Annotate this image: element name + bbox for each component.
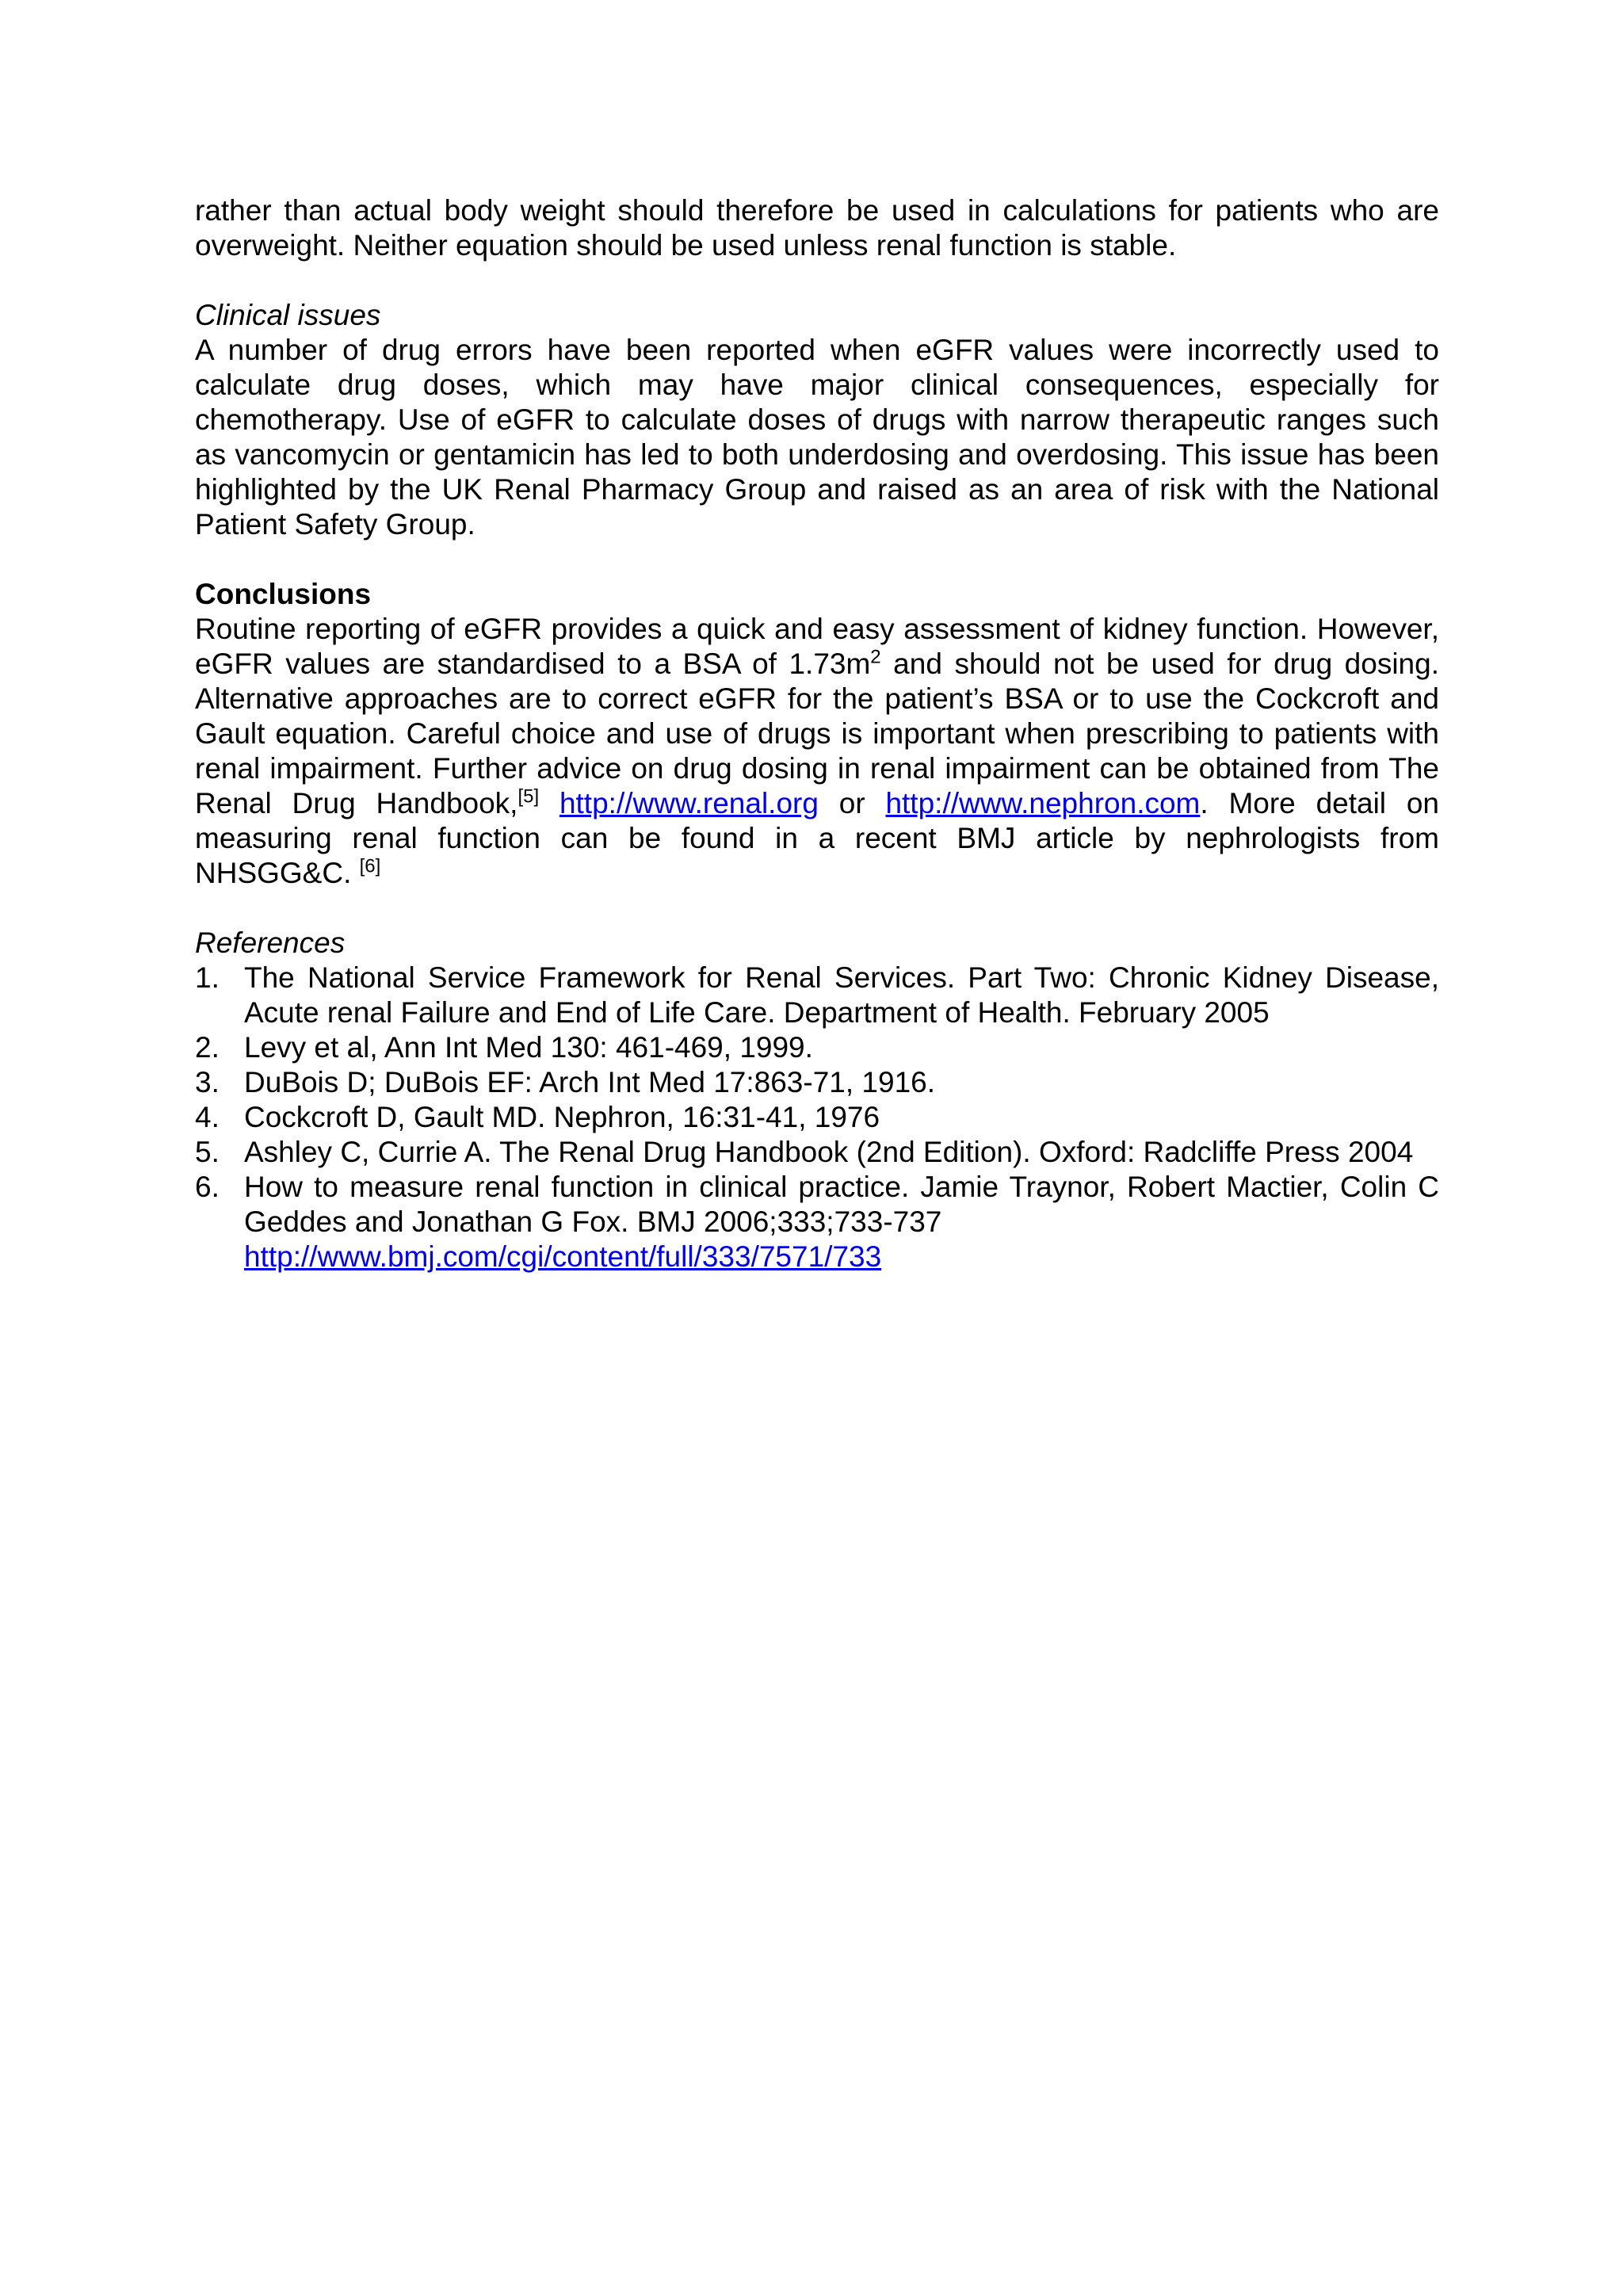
bmj-article-link[interactable]: http://www.bmj.com/cgi/content/full/333/7571/733 [244, 1240, 882, 1273]
reference-number: 6. [195, 1171, 220, 1203]
clinical-issues-section [195, 298, 1439, 542]
references-list [195, 961, 1439, 1274]
reference-number: 1. [195, 961, 220, 994]
conclusions-text-3: or [818, 787, 886, 819]
clinical-issues-paragraph: A number of drug errors have been reported when eGFR values were incorrectly used to calculate drug doses, which may have major clinical consequences, especially for chemotherapy. Use of eGFR to calculate doses of drugs with narrow therapeutic ranges such as vancomycin or gentamicin has led to both underdosing and overdosing. This issue has been highlighted by the UK Renal Pharmacy Group and raised as an area of risk with the National Patient Safety Group. [195, 334, 1439, 541]
reference-item [195, 961, 1439, 1030]
clinical-issues-heading: Clinical issues [195, 299, 381, 331]
references-section [195, 926, 1439, 1274]
reference-text: The National Service Framework for Renal Services. Part Two: Chronic Kidney Disease, Acute renal Failure and End of Life Care. Department of Health. February 2005 [244, 961, 1439, 1029]
reference-item [195, 1065, 1439, 1100]
intro-paragraph: rather than actual body weight should therefore be used in calculations for patients who are overweight. Neither equation should be used unless renal function is stable. [195, 194, 1439, 262]
reference-item [195, 1170, 1439, 1274]
reference-text: DuBois D; DuBois EF: Arch Int Med 17:863-71, 1916. [244, 1066, 936, 1098]
conclusions-section [195, 577, 1439, 891]
reference-item [195, 1100, 1439, 1135]
citation-5: [5] [517, 785, 540, 808]
reference-item [195, 1135, 1439, 1170]
citation-6: [6] [359, 855, 381, 877]
reference-number: 3. [195, 1066, 220, 1098]
nephron-com-link[interactable]: http://www.nephron.com [885, 787, 1201, 819]
reference-text: Ashley C, Currie A. The Renal Drug Handbook (2nd Edition). Oxford: Radcliffe Press 2004 [244, 1136, 1414, 1168]
conclusions-paragraph [195, 612, 1439, 891]
conclusions-text-4: . More detail on measuring renal function can be found in a recent BMJ article by nephrologists from NHSGG&C. [195, 787, 1439, 889]
conclusions-text-1: Routine reporting of eGFR provides a quick and easy assessment of kidney function. However, eGFR values are standardised to a BSA of 1.73m [195, 613, 1439, 680]
reference-text: Cockcroft D, Gault MD. Nephron, 16:31-41, 1976 [244, 1101, 880, 1133]
reference-number: 2. [195, 1031, 220, 1064]
renal-org-link[interactable]: http://www.renal.org [559, 787, 819, 819]
reference-text: How to measure renal function in clinical practice. Jamie Traynor, Robert Mactier, Colin C Geddes and Jonathan G Fox. BMJ 2006;333;733-737 [244, 1171, 1439, 1238]
reference-number: 4. [195, 1101, 220, 1133]
reference-body [244, 1170, 1439, 1274]
superscript-squared: 2 [870, 646, 881, 668]
reference-number: 5. [195, 1136, 220, 1168]
reference-text: Levy et al, Ann Int Med 130: 461-469, 1999. [244, 1031, 813, 1064]
references-heading: References [195, 926, 346, 959]
conclusions-heading: Conclusions [195, 578, 372, 610]
reference-item [195, 1030, 1439, 1065]
document-page [195, 193, 1439, 1274]
conclusions-text-2: and should not be used for drug dosing. Alternative approaches are to correct eGFR for the patient’s BSA or to use the Cockcroft and Gault equation. Careful choice and use of drugs is important when prescribing to patients with renal impairment. Further advice on drug dosing in renal impairment can be obtained from The Renal Drug Handbook, [195, 648, 1439, 819]
